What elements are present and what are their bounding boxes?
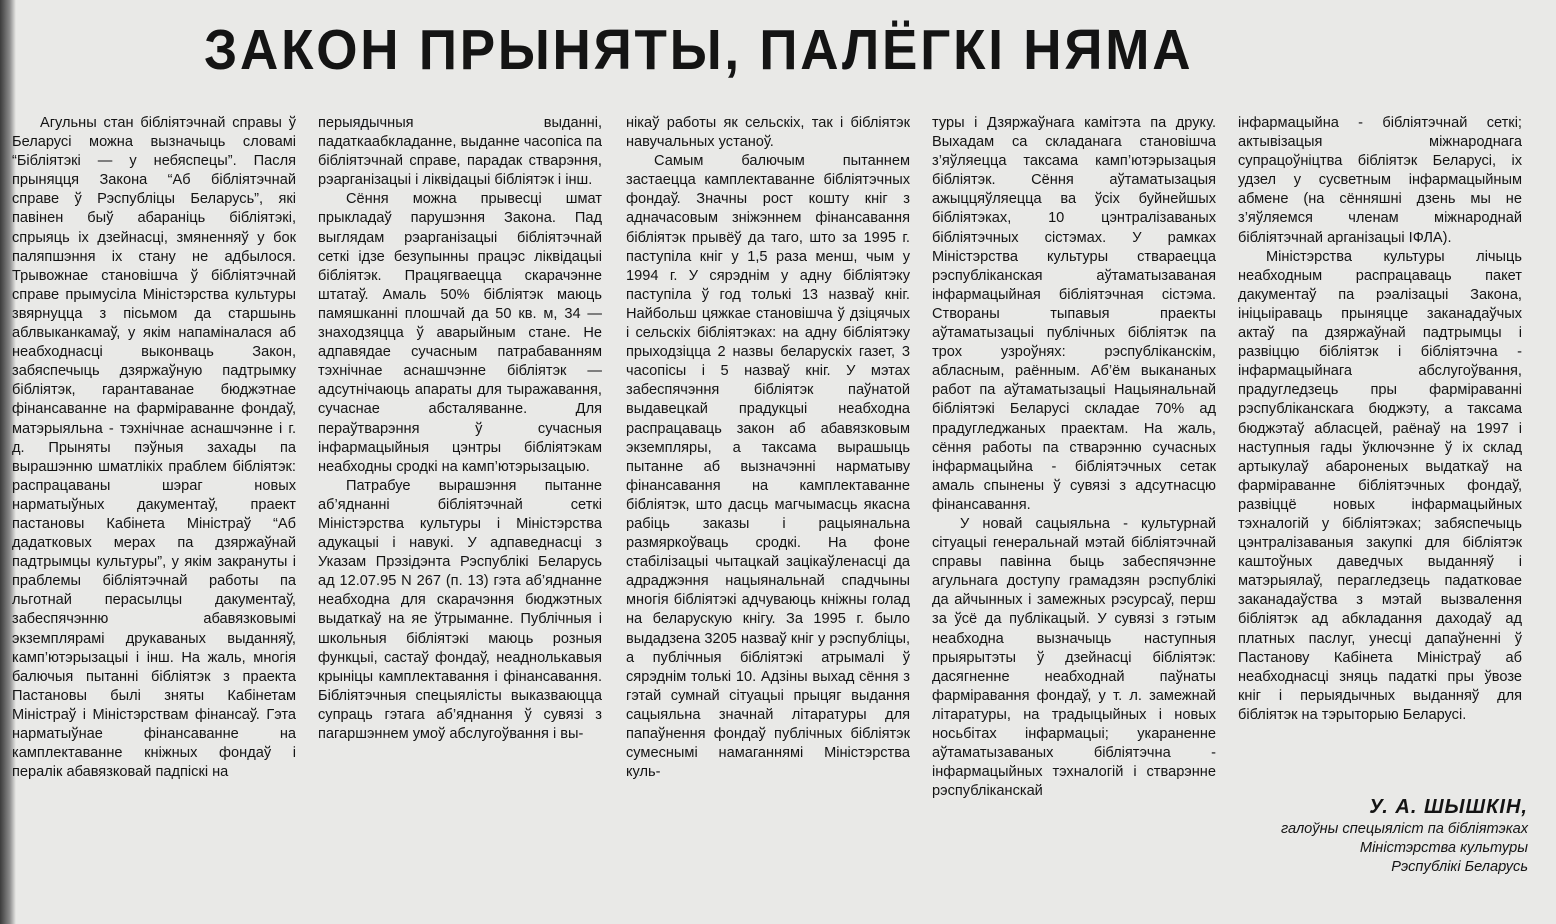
paragraph: Агульны стан бібліятэчнай справы ў Беларусі можна вызначыць словамі “Бібліятэкі — у небяспецы”. Пасля прыняцця Закона “Аб бібліятэчнай справе ў Рэспубліцы Беларусь”, які павінен быў абараніць бібліятэкі, спрыяць іх дзейнасці, змяненняў у бок паляпшэння іх стану не адбылося. Трывожнае становішча ў бібліятэчнай справе прымусіла Міністэрства культуры звярнуцца з пісьмом да старшынь аблвыканкамаў, у якім напаміналася аб неабходнасці выконваць Закон, забяспечыць дзяржаўную падтрымку бібліятэк, гарантаванае бюджэтнае фінансаванне на фарміраванне фондаў, матэрыяльна - тэхнічнае аснашчэнне і г. д. Прыняты пэўныя захады па вырашэнню шматлікіх праблем бібліятэк: распрацаваны шэраг новых нарматыўных дакументаў, праект пастановы Кабінета Міністраў “Аб дадатковых мерах па дзяржаўнай падтрымцы культуры”, у якім закрануты і праблемы бібліятэчнай работы па льготнай перасылцы дакументаў, забеспячэнню абавязковымі экземплярамі друкаваных выданняў, камп’ютэрызацыі і інш. На жаль, многія балючыя пытанні бібліятэк з праекта Пастановы былі зняты Кабінетам Міністраў і Міністэрствам фінансаў. Гэта нарматыўнае фінансаванне на камплектаванне кніжных фондаў і пералік абавязковай падпіскі на: [12, 115, 296, 781]
paragraph: Самым балючым пытаннем застаецца камплектаванне бібліятэчных фондаў. Значны рост кошту кніг з адначасовым зніжэннем фінансавання бібліятэк прывёў да таго, што за 1995 г. паступіла кніг у 1,5 раза менш, чым у 1994 г. У сярэднім у адну бібліятэку паступіла ў год толькі 13 назваў кніг. Найбольш цяжкае становішча ў дзіцячых і сельскіх бібліятэках: на адну бібліятэку прыходзіцца 2 назвы беларускіх газет, 3 часопісы і 5 назваў кніг. У мэтах забеспячэння бібліятэк паўнатой выдавецкай прадукцыі неабходна распрацаваць закон аб абавязковым экземпляры, а таксама вырашыць пытанне аб вызначэнні нарматыву фінансавання на камплектаванне бібліятэк, што дасць магчымасць якасна рабіць заказы і рацыянальна размяркоўваць сродкі. На фоне стабілізацыі чытацкай зацікаўленасці да адраджэння нацыянальнай спадчыны многія бібліятэкі адчуваюць кніжны голад на беларускую кнігу. За 1995 г. было выдадзена 3205 назваў кніг у рэспубліцы, а публічныя бібліятэкі атрымалі ў сярэднім толькі 10. Адзіны выхад сёння з гэтай сумнай сітуацыі прыцяг выдання сацыяльна значнай літаратуры для папаўнення фондаў публічных бібліятэк сумеснымі намаганнямі Міністэрства куль-: [626, 153, 910, 781]
paragraph: Патрабуе вырашэння пытанне аб’яднанні бібліятэчнай сеткі Міністэрства культуры і Міністэрства адукацыі і навукі. У адпаведнасці з Указам Прэзідэнта Рэспублікі Беларусь ад 12.07.95 N 267 (п. 13) гэта аб’яднанне неабходна для скарачэння бюджэтных выдаткаў на яе ўтрыманне. Публічныя і школьныя бібліятэкі маюць розныя функцыі, састаў фондаў, неаднолькавыя крыніцы камплектавання і фінансавання. Бібліятэчныя спецыялісты выказваюцца супраць гэтага аб’яднання ў сувязі з пагаршэннем умоў абслугоўвання і вы-: [318, 477, 602, 742]
article-column-1: [12, 114, 296, 884]
paragraph: Сёння можна прывесці шмат прыкладаў парушэння Закона. Пад выглядам рэарганізацыі бібліятэчнай сеткі ідзе безупынны працэс ліквідацыі бібліятэк. Працягваецца скарачэнне штатаў. Амаль 50% бібліятэк маюць памяшканні плошчай да 50 кв. м, 34 — знаходзяцца ў аварыйным стане. Не адпавядае сучасным патрабаванням тэхнічнае аснашчэнне бібліятэк — адсутнічаюць апараты для тыражавання, сучаснае абсталяванне. Для пераўтварэння ў сучасныя інфармацыйныя цэнтры бібліятэкам неабходны сродкі на камп’ютэрызацыю.: [318, 191, 602, 475]
article-column-3: [626, 114, 910, 884]
article-column-4: [932, 114, 1216, 884]
paragraph: перыядычныя выданні, падаткаабкладанне, выданне часопіса па бібліятэчнай справе, парадак стварэння, рэарганізацыі і ліквідацыі бібліятэк і інш.: [318, 115, 602, 189]
author-name: У. А. ШЫШКІН,: [1369, 796, 1528, 818]
paragraph: Міністэрства культуры лічыць неабходным распрацаваць пакет дакументаў па рэалізацыі Закона, ініцыіраваць прыняцце заканадаўчых актаў па дзяржаўнай падтрымцы і развіццю бібліятэк і бібліятэчна - інфармацыйнага абслугоўвання, прадугледзець пры фарміраванні рэспубліканскага бюджэту, а таксама бюджэтаў абласцей, раёнаў на 1997 і наступныя гады ўключэнне ў іх склад артыкулаў абароненых выдаткаў на фарміраванне бібліятэчных фондаў, развіццё новых інфармацыйных тэхналогій у бібліятэках; забяспечыць цэнтралізаваныя закупкі для бібліятэк каштоўных даведчых выданняў і матэрыялаў, перагледзець падатковае заканадаўства з мэтай вызвалення бібліятэк ад абкладання даходаў ад платных паслуг, унесці дапаўненні ў Пастанову Кабінета Міністраў аб неабходнасці зняць падаткі пры ўвозе кніг і перыядычных выданняў для бібліятэк на тэрыторыю Беларусі.: [1238, 248, 1522, 723]
paragraph: інфармацыйна - бібліятэчнай сеткі; актывізацыя міжнароднага супрацоўніцтва бібліятэк Беларусі, іх удзел у сусветным інфармацыйным абмене (на сённяшні дзень мы не з’яўляемся членам міжнароднай бібліятэчнай арганізацыі ІФЛА).: [1238, 115, 1522, 246]
article-title: ЗАКОН ПРЫНЯТЫ, ПАЛЁГКІ НЯМА: [204, 18, 1194, 82]
author-role-country: Рэспублікі Беларусь: [1391, 859, 1528, 875]
article-column-2: [318, 114, 602, 884]
author-signature: [1238, 794, 1528, 877]
article-column-5: [1238, 114, 1522, 754]
author-role: галоўны спецыяліст па бібліятэках Міністэрства культуры: [1280, 821, 1528, 856]
paragraph: У новай сацыяльна - культурнай сітуацыі генеральнай мэтай бібліятэчнай справы павінна быць забеспячэнне агульнага доступу грамадзян рэспублікі да айчынных і замежных рэсурсаў, перш за ўсё да публікацый. У сувязі з гэтым неабходна вызначыць наступныя прыярытэты ў дзейнасці бібліятэк: дасягненне неабходнай паўнаты фарміравання фондаў, у т. л. замежнай літаратуры, на традыцыйных і новых носьбітах інфармацыі; укараненне аўтаматызаваных бібліятэчна - інфармацыйных тэхналогій і стварэнне рэспубліканскай: [932, 515, 1216, 800]
paragraph: нікаў работы як сельскіх, так і бібліятэк навучальных устаноў.: [626, 115, 910, 151]
paragraph: туры і Дзяржаўнага камітэта па друку. Выхадам са складанага становішча з’яўляецца таксама камп’ютэрызацыя бібліятэк. Сёння аўтаматызацыя ажыццяўляецца ва ўсіх буйнейшых бібліятэках, 10 цэнтралізаваных бібліятэчных сістэмах. У рамках Міністэрства культуры стварaецца рэспубліканская аўтаматызаваная інфармацыйная бібліятэчная сістэма. Створаны тыпавыя праекты аўтаматызацыі публічных бібліятэк па трох узроўнях: рэспубліканскім, абласным, раённым. Аб’ём выкананых работ па аўтаматызацыі Нацыянальнай бібліятэкі Беларусі складае 70% ад прадугледжаных праектам. На жаль, сёння работы па стварэнню сучасных інфармацыйна - бібліятэчных сетак амаль спынены ў сувязі з адсутнасцю фінансавання.: [932, 115, 1216, 513]
